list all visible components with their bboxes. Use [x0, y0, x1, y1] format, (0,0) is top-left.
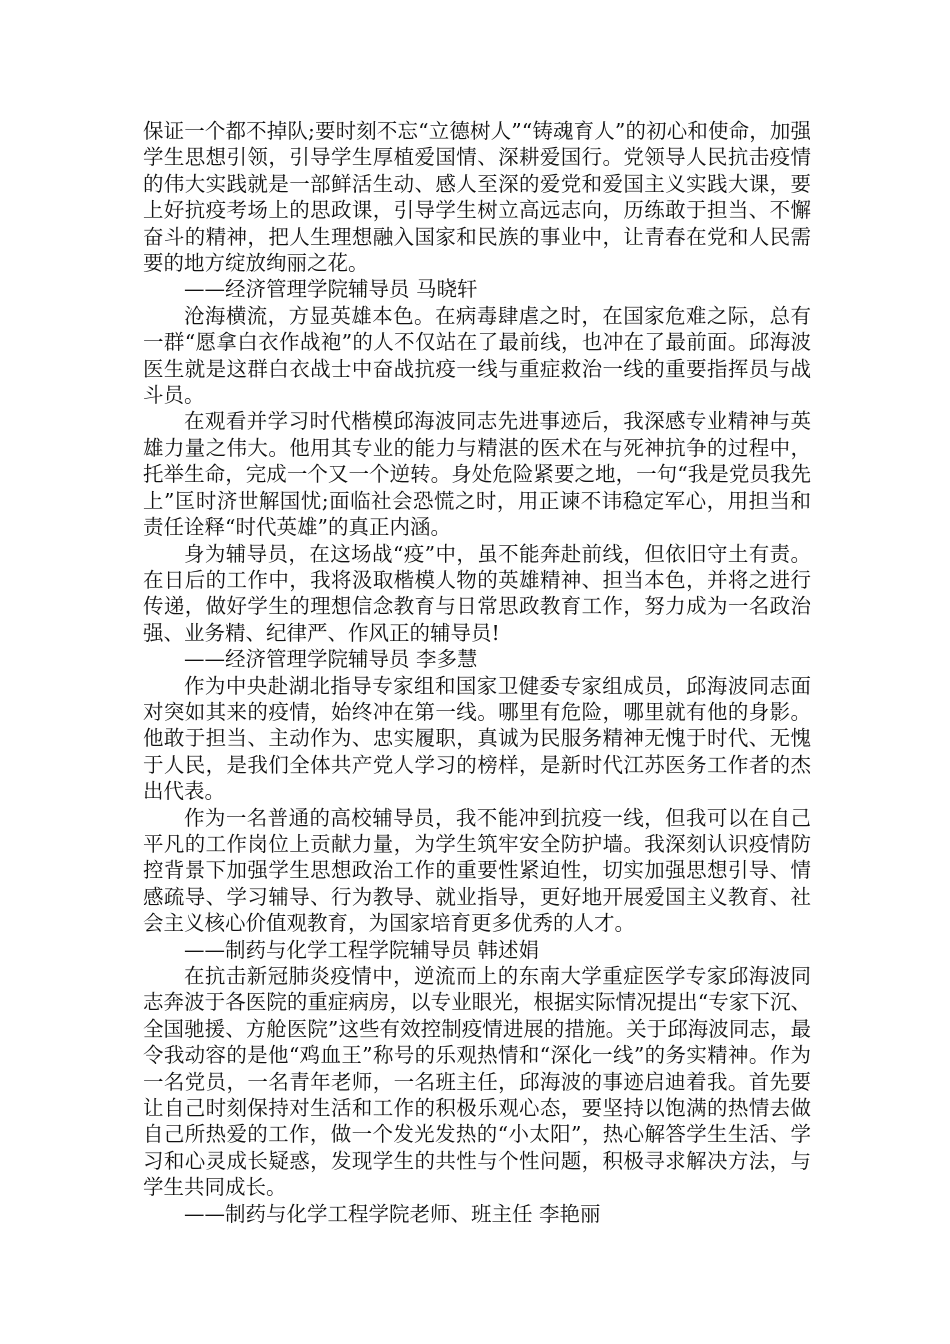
signature-li-duohui: ——经济管理学院辅导员 李多慧	[184, 647, 478, 672]
body-paragraph-3: 在观看并学习时代楷模邱海波同志先进事迹后，我深感专业精神与英雄力量之伟大。他用其专业的能力与精湛的医术在与死神抗争的过程中，托举生命，完成一个又一个逆转。身处危险紧要之地，一句“我是党员我先上”匡时济世解国忧;面临社会恐慌之时，用正谏不讳稳定军心，用担当和责任诠释“时代英雄”的真正内涵。	[143, 409, 811, 540]
body-paragraph-5: 作为中央赴湖北指导专家组和国家卫健委专家组成员，邱海波同志面对突如其来的疫情，始终冲在第一线。哪里有危险，哪里就有他的身影。他敢于担当、主动作为、忠实履职，真诚为民服务精神无愧于时代、无愧于人民，是我们全体共产党人学习的榜样，是新时代江苏医务工作者的杰出代表。	[143, 673, 811, 804]
body-paragraph-1: 保证一个都不掉队;要时刻不忘“立德树人”“铸魂育人”的初心和使命，加强学生思想引领，引导学生厚植爱国情、深耕爱国行。党领导人民抗击疫情的伟大实践就是一部鲜活生动、感人至深的爱党和爱国主义实践大课，要上好抗疫考场上的思政课，引导学生树立高远志向，历练敢于担当、不懈奋斗的精神，把人生理想融入国家和民族的事业中，让青春在党和人民需要的地方绽放绚丽之花。	[143, 119, 811, 276]
body-paragraph-6: 作为一名普通的高校辅导员，我不能冲到抗疫一线，但我可以在自己平凡的工作岗位上贡献力量，为学生筑牢安全防护墙。我深刻认识疫情防控背景下加强学生思想政治工作的重要性紧迫性，切实加强思想引导、情感疏导、学习辅导、行为教导、就业指导，更好地开展爱国主义教育、社会主义核心价值观教育，为国家培育更多优秀的人才。	[143, 805, 811, 936]
body-paragraph-7: 在抗击新冠肺炎疫情中，逆流而上的东南大学重症医学专家邱海波同志奔波于各医院的重症病房，以专业眼光，根据实际情况提出“专家下沉、全国驰援、方舱医院”这些有效控制疫情进展的措施。关于邱海波同志，最令我动容的是他“鸡血王”称号的乐观热情和“深化一线”的务实精神。作为一名党员，一名青年老师，一名班主任，邱海波的事迹启迪着我。首先要让自己时刻保持对生活和工作的积极乐观心态，要坚持以饱满的热情去做自己所热爱的工作，做一个发光发热的“小太阳”，热心解答学生生活、学习和心灵成长疑惑，发现学生的共性与个性问题，积极寻求解决方法，与学生共同成长。	[143, 964, 811, 1200]
body-paragraph-2: 沧海横流，方显英雄本色。在病毒肆虐之时，在国家危难之际，总有一群“愿拿白衣作战袍”的人不仅站在了最前线，也冲在了最前面。邱海波医生就是这群白衣战士中奋战抗疫一线与重症救治一线的重要指挥员与战斗员。	[143, 303, 811, 408]
signature-han-shujuan: ——制药与化学工程学院辅导员 韩述娟	[184, 937, 540, 962]
body-paragraph-4: 身为辅导员，在这场战“疫”中，虽不能奔赴前线，但依旧守土有责。在日后的工作中，我将汲取楷模人物的英雄精神、担当本色，并将之进行传递，做好学生的理想信念教育与日常思政教育工作，努力成为一名政治强、业务精、纪律严、作风正的辅导员!	[143, 541, 811, 645]
signature-li-yanli: ——制药与化学工程学院老师、班主任 李艳丽	[184, 1201, 601, 1226]
document-page	[143, 118, 811, 1227]
signature-ma-xiaoxuan: ——经济管理学院辅导员 马晓轩	[184, 277, 478, 302]
